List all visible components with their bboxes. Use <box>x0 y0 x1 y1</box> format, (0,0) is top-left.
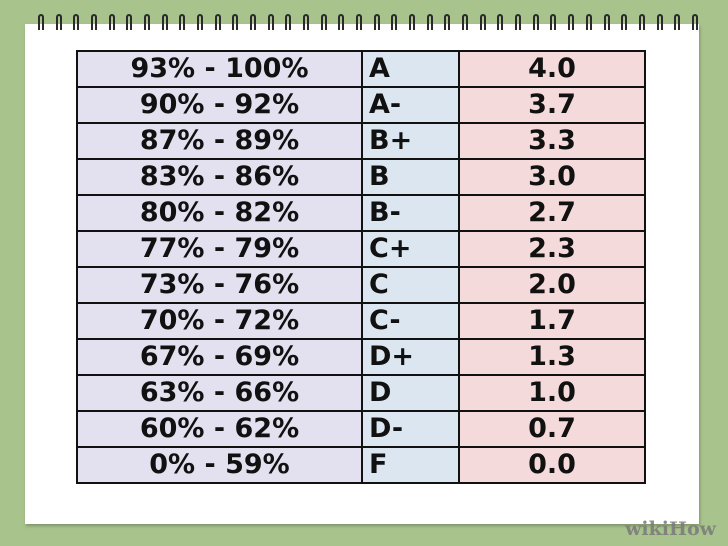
letter-grade-cell: D+ <box>362 339 459 375</box>
percent-range-cell: 87% - 89% <box>77 123 362 159</box>
spiral-ring <box>674 14 680 30</box>
spiral-ring <box>144 14 150 30</box>
spiral-binding <box>38 14 698 36</box>
spiral-ring <box>285 14 291 30</box>
letter-grade-cell: B <box>362 159 459 195</box>
spiral-ring <box>268 14 274 30</box>
percent-range-cell: 83% - 86% <box>77 159 362 195</box>
table-row <box>77 411 645 447</box>
gpa-value-cell: 1.0 <box>459 375 645 411</box>
percent-range-cell: 63% - 66% <box>77 375 362 411</box>
spiral-ring <box>197 14 203 30</box>
letter-grade-cell: B- <box>362 195 459 231</box>
table-row <box>77 447 645 483</box>
table-row <box>77 339 645 375</box>
table-row <box>77 375 645 411</box>
percent-range-cell: 70% - 72% <box>77 303 362 339</box>
letter-grade-cell: A <box>362 51 459 87</box>
spiral-ring <box>586 14 592 30</box>
spiral-ring <box>250 14 256 30</box>
spiral-ring <box>179 14 185 30</box>
spiral-ring <box>444 14 450 30</box>
spiral-ring <box>38 14 44 30</box>
gpa-value-cell: 2.3 <box>459 231 645 267</box>
spiral-ring <box>56 14 62 30</box>
letter-grade-cell: C <box>362 267 459 303</box>
gpa-value-cell: 2.0 <box>459 267 645 303</box>
spiral-ring <box>621 14 627 30</box>
spiral-ring <box>321 14 327 30</box>
spiral-ring <box>497 14 503 30</box>
letter-grade-cell: A- <box>362 87 459 123</box>
gpa-value-cell: 0.0 <box>459 447 645 483</box>
spiral-ring <box>657 14 663 30</box>
spiral-ring <box>480 14 486 30</box>
gpa-value-cell: 1.3 <box>459 339 645 375</box>
spiral-ring <box>550 14 556 30</box>
spiral-ring <box>604 14 610 30</box>
gpa-value-cell: 4.0 <box>459 51 645 87</box>
table-row <box>77 267 645 303</box>
grading-table <box>76 50 646 484</box>
spiral-ring <box>515 14 521 30</box>
spiral-ring <box>356 14 362 30</box>
spiral-ring <box>462 14 468 30</box>
table-row <box>77 51 645 87</box>
percent-range-cell: 67% - 69% <box>77 339 362 375</box>
percent-range-cell: 93% - 100% <box>77 51 362 87</box>
letter-grade-cell: D <box>362 375 459 411</box>
spiral-ring <box>303 14 309 30</box>
letter-grade-cell: B+ <box>362 123 459 159</box>
percent-range-cell: 73% - 76% <box>77 267 362 303</box>
spiral-ring <box>162 14 168 30</box>
gpa-value-cell: 2.7 <box>459 195 645 231</box>
table-row <box>77 195 645 231</box>
spiral-ring <box>568 14 574 30</box>
gpa-value-cell: 0.7 <box>459 411 645 447</box>
gpa-value-cell: 1.7 <box>459 303 645 339</box>
spiral-ring <box>639 14 645 30</box>
letter-grade-cell: F <box>362 447 459 483</box>
spiral-ring <box>215 14 221 30</box>
spiral-ring <box>91 14 97 30</box>
gpa-value-cell: 3.3 <box>459 123 645 159</box>
table-row <box>77 123 645 159</box>
percent-range-cell: 90% - 92% <box>77 87 362 123</box>
gpa-value-cell: 3.0 <box>459 159 645 195</box>
letter-grade-cell: C+ <box>362 231 459 267</box>
percent-range-cell: 80% - 82% <box>77 195 362 231</box>
table-row <box>77 87 645 123</box>
letter-grade-cell: C- <box>362 303 459 339</box>
spiral-ring <box>109 14 115 30</box>
spiral-ring <box>338 14 344 30</box>
spiral-ring <box>126 14 132 30</box>
spiral-ring <box>427 14 433 30</box>
spiral-ring <box>409 14 415 30</box>
percent-range-cell: 60% - 62% <box>77 411 362 447</box>
spiral-ring <box>73 14 79 30</box>
spiral-ring <box>533 14 539 30</box>
table-row <box>77 303 645 339</box>
spiral-ring <box>692 14 698 30</box>
table-row <box>77 159 645 195</box>
letter-grade-cell: D- <box>362 411 459 447</box>
spiral-ring <box>232 14 238 30</box>
watermark-logo: wikiHow <box>625 518 716 540</box>
percent-range-cell: 0% - 59% <box>77 447 362 483</box>
grading-table-body <box>77 51 645 483</box>
gpa-value-cell: 3.7 <box>459 87 645 123</box>
percent-range-cell: 77% - 79% <box>77 231 362 267</box>
spiral-ring <box>391 14 397 30</box>
spiral-ring <box>374 14 380 30</box>
table-row <box>77 231 645 267</box>
